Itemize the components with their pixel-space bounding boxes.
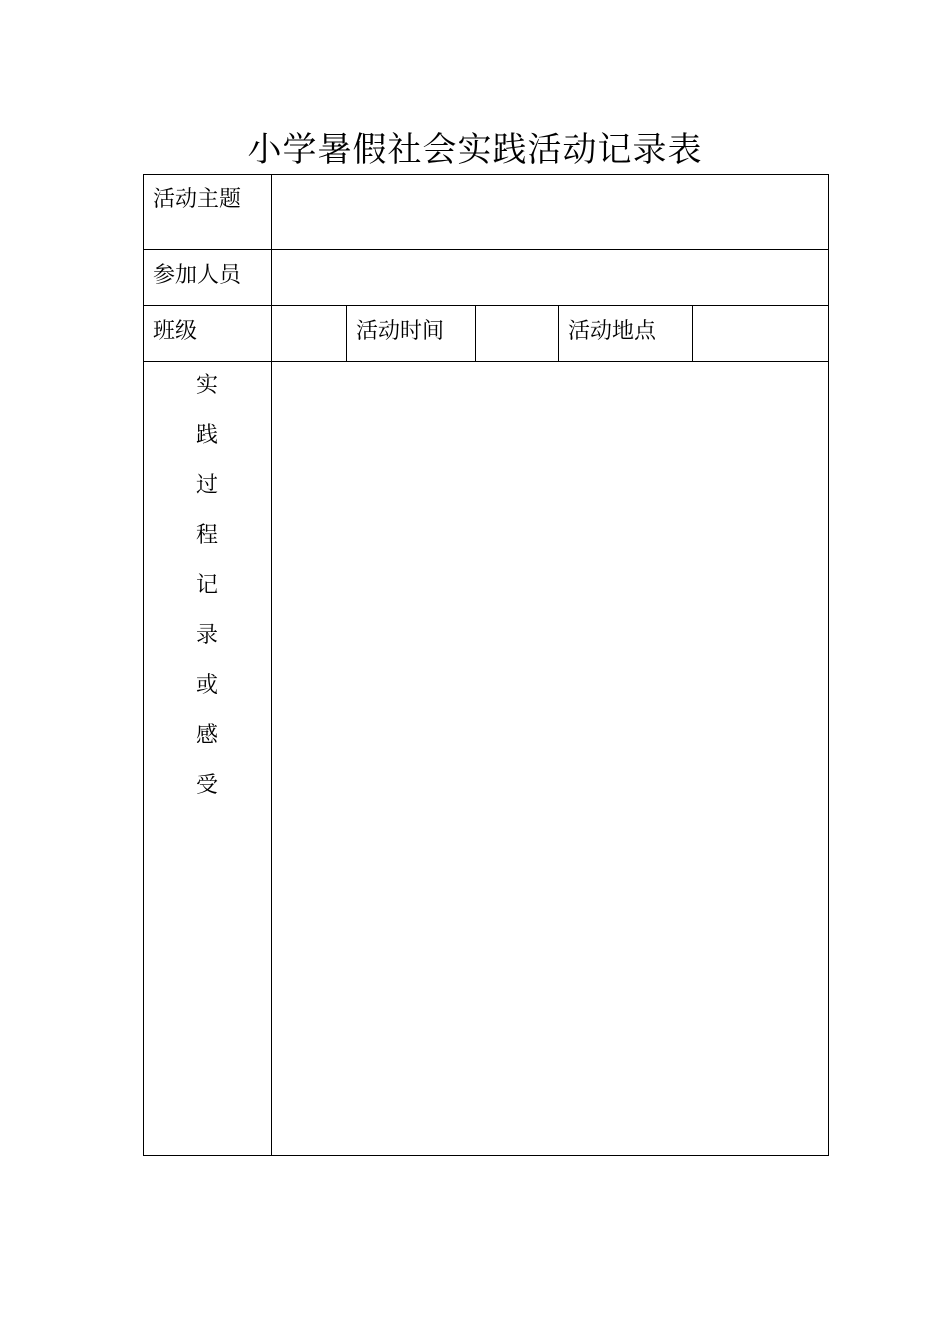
record-label-char: 或 <box>195 673 218 698</box>
table-border-left <box>143 174 144 1156</box>
record-label-char: 记 <box>195 573 218 598</box>
participants-label: 参加人员 <box>153 263 242 288</box>
class-label: 班级 <box>153 319 198 344</box>
record-form-table <box>143 174 829 1156</box>
class-input[interactable] <box>272 306 346 361</box>
row3-divider-c <box>558 305 559 361</box>
participants-input[interactable] <box>272 250 828 305</box>
record-label-char: 录 <box>195 623 218 648</box>
record-input[interactable] <box>272 362 828 1155</box>
theme-input[interactable] <box>272 175 828 249</box>
theme-label: 活动主题 <box>153 187 242 212</box>
record-label-char: 感 <box>195 723 218 748</box>
table-border-bottom <box>143 1155 829 1156</box>
record-label-char: 过 <box>195 473 218 498</box>
location-input[interactable] <box>693 306 828 361</box>
record-label-char: 实 <box>195 373 218 398</box>
record-label <box>187 372 227 822</box>
record-label-char: 程 <box>195 523 218 548</box>
record-label-char: 践 <box>195 423 218 448</box>
time-label: 活动时间 <box>356 319 445 344</box>
record-label-char: 受 <box>195 773 218 798</box>
row3-divider-a <box>346 305 347 361</box>
page-title: 小学暑假社会实践活动记录表 <box>247 130 703 170</box>
time-input[interactable] <box>476 306 558 361</box>
location-label: 活动地点 <box>568 319 657 344</box>
table-border-right <box>828 174 829 1156</box>
